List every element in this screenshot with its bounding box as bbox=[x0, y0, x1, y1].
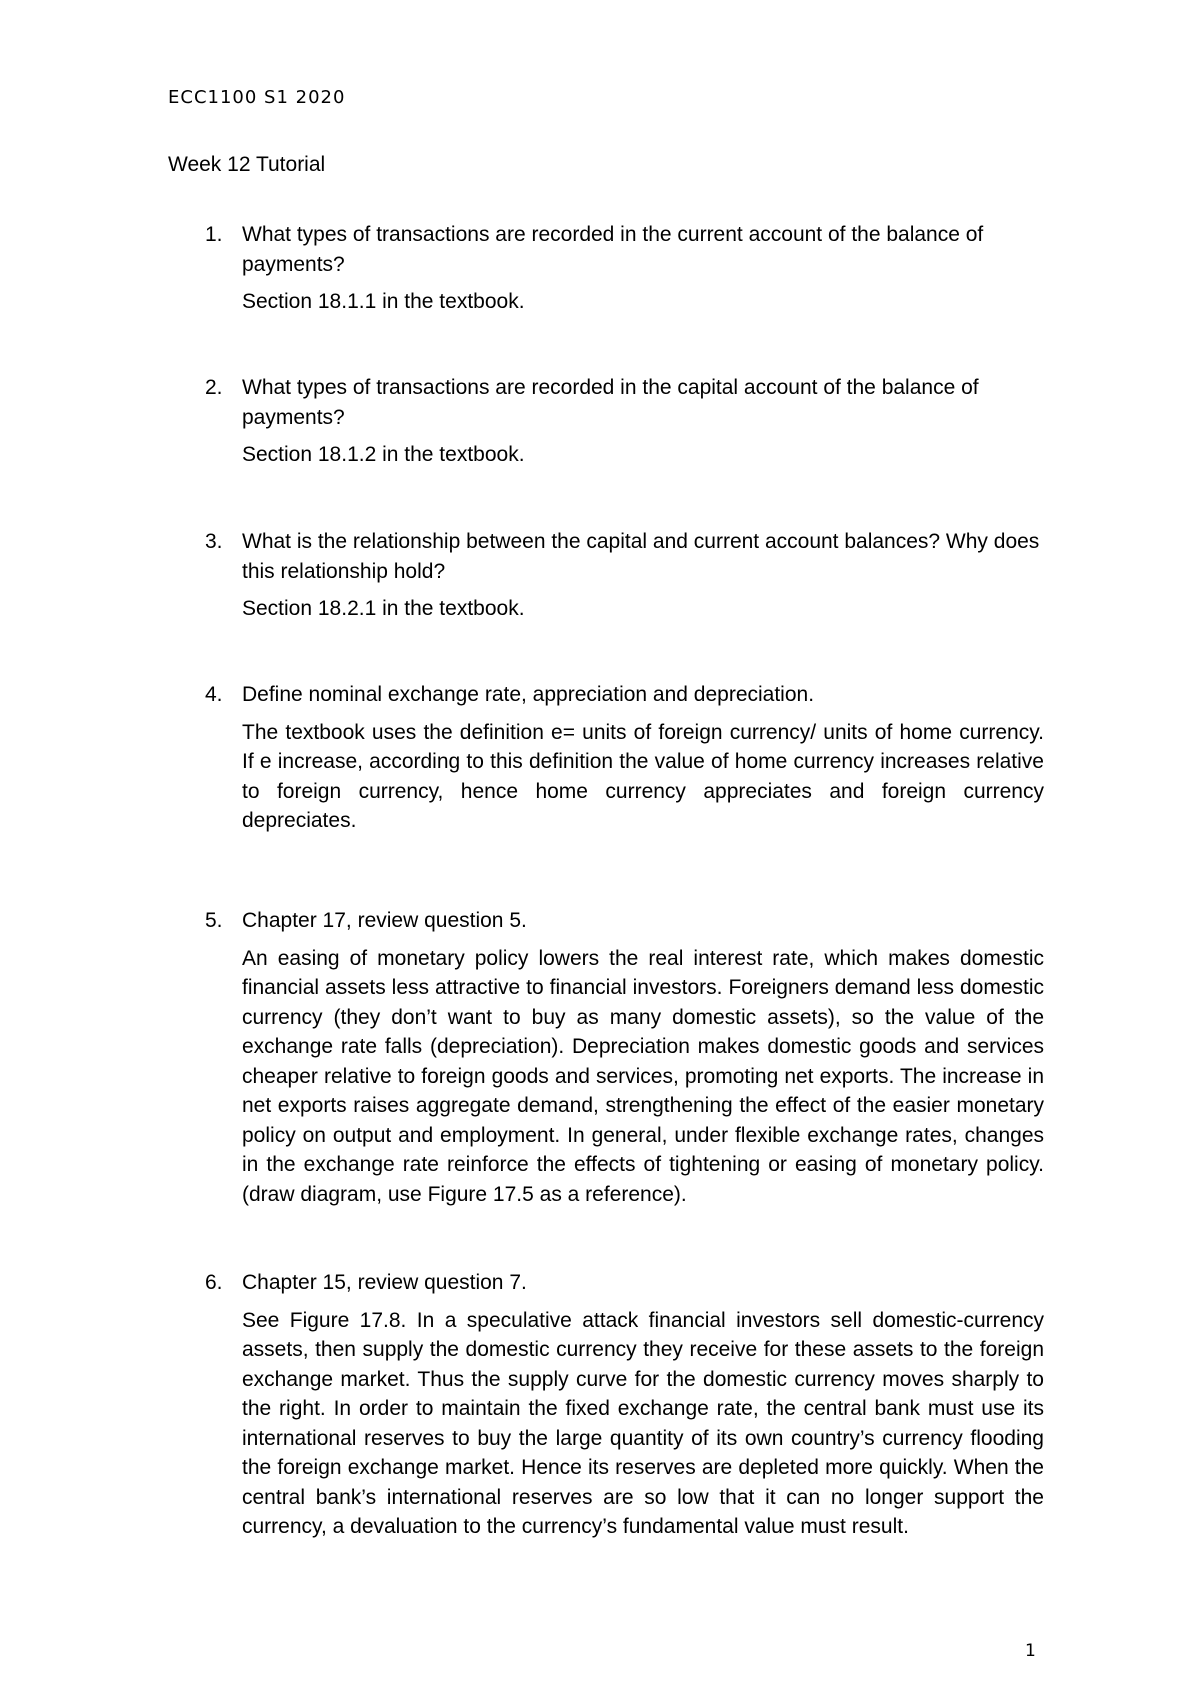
question-4-head bbox=[168, 680, 1044, 710]
question-2-number: 2. bbox=[205, 376, 223, 399]
question-2-head bbox=[168, 373, 1044, 432]
course-header: ECC1100 S1 2020 bbox=[168, 87, 346, 108]
question-1-number: 1. bbox=[205, 223, 223, 246]
page-title: Week 12 Tutorial bbox=[168, 153, 326, 176]
question-4-text: Define nominal exchange rate, appreciation and depreciation. bbox=[242, 683, 815, 706]
question-1 bbox=[168, 220, 1044, 317]
question-6-number: 6. bbox=[205, 1271, 223, 1294]
question-5-head bbox=[168, 906, 1044, 936]
answer-1: Section 18.1.1 in the textbook. bbox=[242, 290, 525, 313]
question-1-head bbox=[168, 220, 1044, 279]
question-3-head bbox=[168, 527, 1044, 586]
question-5-number: 5. bbox=[205, 909, 223, 932]
question-3-text: What is the relationship between the capital and current account balances? Why does this relationship hold? bbox=[242, 530, 1040, 583]
question-3-number: 3. bbox=[205, 530, 223, 553]
question-6-text: Chapter 15, review question 7. bbox=[242, 1271, 527, 1294]
question-1-text: What types of transactions are recorded in the current account of the balance of payments? bbox=[242, 223, 984, 276]
answer-3: Section 18.2.1 in the textbook. bbox=[242, 597, 525, 620]
answer-2: Section 18.1.2 in the textbook. bbox=[242, 443, 525, 466]
answer-6: See Figure 17.8. In a speculative attack financial investors sell domestic-currency assets, then supply the domestic currency they receive for these assets to the foreign exchange market. Thus the supply curve for the domestic currency moves sharply to the right. In order to maintain the fixed exchange rate, the central bank must use its international reserves to buy the large quantity of its own country’s currency flooding the foreign exchange market. Hence its reserves are depleted more quickly. When the central bank’s international reserves are so low that it can no longer support the currency, a devaluation to the currency’s fundamental value must result. bbox=[242, 1308, 1044, 1538]
page-number: 1 bbox=[1025, 1641, 1036, 1661]
question-6 bbox=[168, 1268, 1044, 1542]
question-3 bbox=[168, 527, 1044, 624]
answer-4: The textbook uses the definition e= units of foreign currency/ units of home currency. If e increase, according to this definition the value of home currency increases relative to foreign currency, hence home currency appreciates and foreign currency depreciates. bbox=[242, 720, 1044, 832]
question-2 bbox=[168, 373, 1044, 470]
question-2-text: What types of transactions are recorded in the capital account of the balance of payments? bbox=[242, 376, 979, 429]
question-4-number: 4. bbox=[205, 683, 223, 706]
answer-5: An easing of monetary policy lowers the real interest rate, which makes domestic financial assets less attractive to financial investors. Foreigners demand less domestic currency (they don’t want to buy as many domestic assets), so the value of the exchange rate falls (depreciation). Depreciation makes domestic goods and services cheaper relative to foreign goods and services, promoting net exports. The increase in net exports raises aggregate demand, strengthening the effect of the easier monetary policy on output and employment. In general, under flexible exchange rates, changes in the exchange rate reinforce the effects of tightening or easing of monetary policy. (draw diagram, use Figure 17.5 as a reference). bbox=[242, 946, 1044, 1206]
question-6-head bbox=[168, 1268, 1044, 1298]
question-5-text: Chapter 17, review question 5. bbox=[242, 909, 527, 932]
question-5 bbox=[168, 906, 1044, 1209]
question-4 bbox=[168, 680, 1044, 836]
